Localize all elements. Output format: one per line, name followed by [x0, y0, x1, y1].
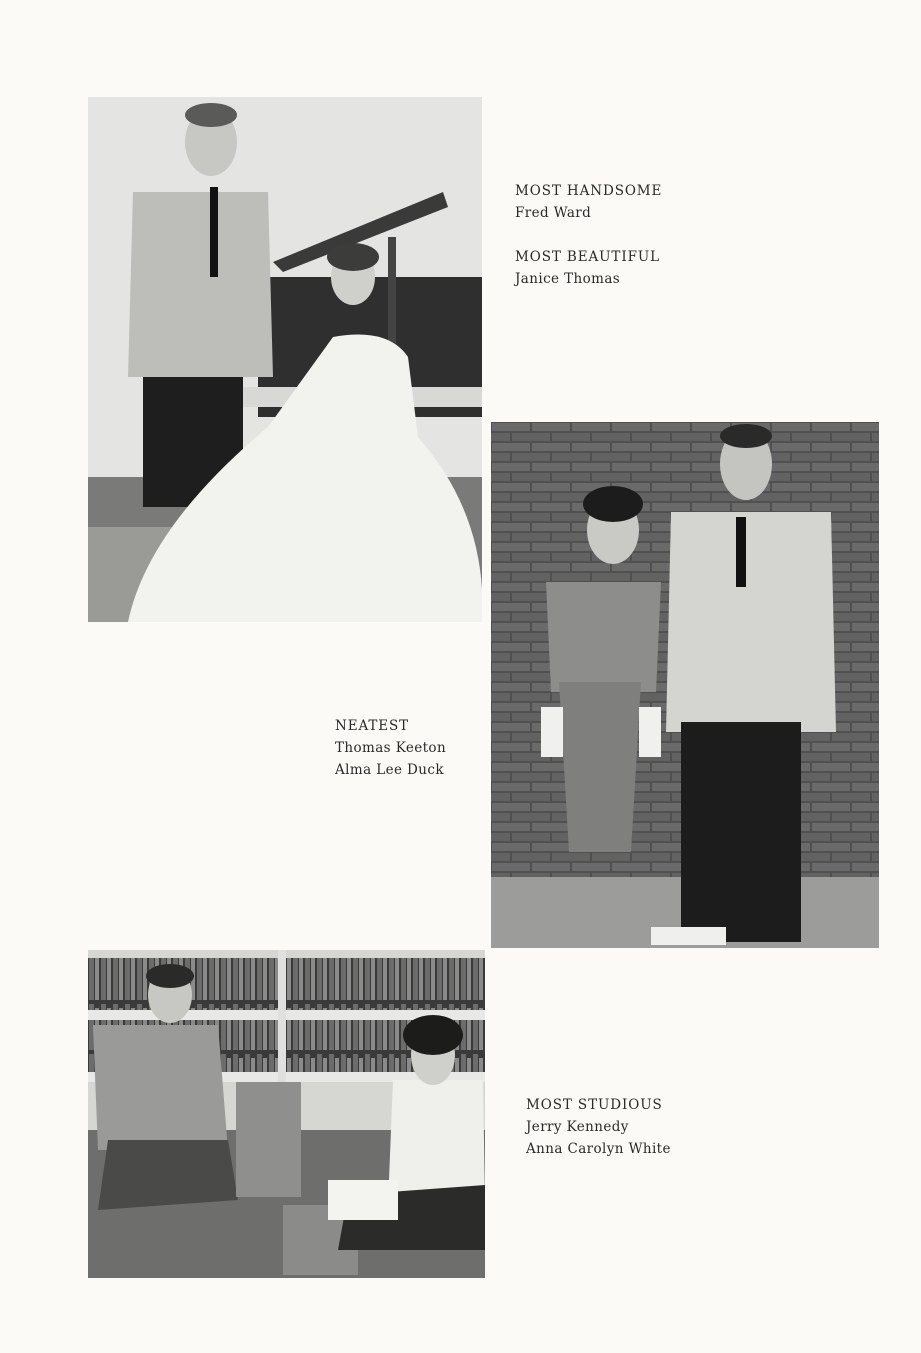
caption-neatest — [335, 715, 446, 781]
caption-title: MOST HANDSOME — [515, 183, 663, 199]
caption-title: MOST STUDIOUS — [526, 1097, 663, 1113]
photo-studious — [88, 950, 485, 1278]
caption-title: NEATEST — [335, 718, 410, 734]
caption-name: Thomas Keeton — [335, 740, 447, 756]
caption-name: Janice Thomas — [515, 271, 621, 287]
caption-most-beautiful — [515, 246, 660, 290]
caption-name: Jerry Kennedy — [526, 1119, 629, 1135]
photo-handsome-beautiful — [88, 97, 482, 622]
caption-name: Alma Lee Duck — [335, 762, 444, 778]
caption-most-handsome — [515, 180, 662, 224]
caption-most-studious — [526, 1094, 671, 1160]
caption-name: Fred Ward — [515, 205, 592, 221]
photo-neatest — [491, 422, 879, 948]
caption-name: Anna Carolyn White — [526, 1141, 671, 1157]
caption-title: MOST BEAUTIFUL — [515, 249, 660, 265]
